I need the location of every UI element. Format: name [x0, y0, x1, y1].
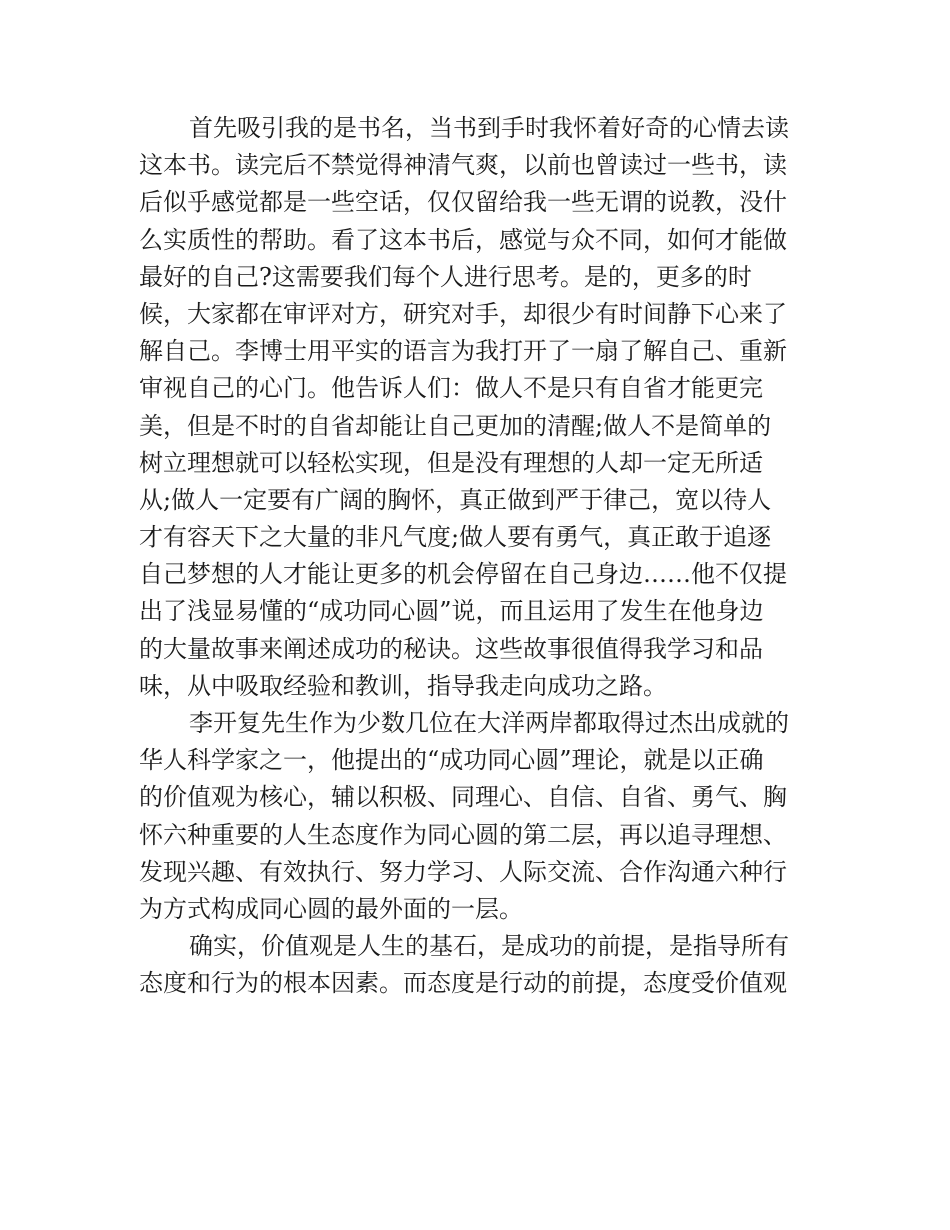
- paragraph-1-line-5: 最好的自己?这需要我们每个人进行思考。是的，更多的时: [139, 262, 752, 291]
- paragraph-1-line-2: 这本书。读完后不禁觉得神清气爽，以前也曾读过一些书，读: [139, 151, 787, 180]
- paragraph-1-line-6: 候，大家都在审评对方，研究对手，却很少有时间静下心来了: [139, 299, 787, 328]
- paragraph-1-line-8: 审视自己的心门。他告诉人们：做人不是只有自省才能更完: [139, 374, 763, 403]
- paragraph-2-line-2: 华人科学家之一，他提出的“成功同心圆”理论，就是以正确: [139, 746, 764, 775]
- paragraph-1-line-7: 解自己。李博士用平实的语言为我打开了一扇了解自己、重新: [139, 337, 787, 366]
- paragraph-2-line-4: 怀六种重要的人生态度作为同心圆的第二层，再以追寻理想、: [139, 820, 787, 849]
- paragraph-1-line-15: 的大量故事来阐述成功的秘诀。这些故事很值得我学习和品: [139, 634, 763, 663]
- body-text: [139, 110, 829, 1003]
- paragraph-1-line-9: 美，但是不时的自省却能让自己更加的清醒;做人不是简单的: [139, 411, 772, 440]
- paragraph-2-line-5: 发现兴趣、有效执行、努力学习、人际交流、合作沟通六种行: [139, 857, 787, 886]
- paragraph-1-line-4: 么实质性的帮助。看了这本书后，感觉与众不同，如何才能做: [139, 225, 787, 254]
- paragraph-1-line-14: 出了浅显易懂的“成功同心圆”说，而且运用了发生在他身边: [139, 597, 764, 626]
- paragraph-2-line-1: 李开复先生作为少数几位在大洋两岸都取得过杰出成就的: [189, 709, 789, 737]
- paragraph-1-line-1: 首先吸引我的是书名，当书到手时我怀着好奇的心情去读: [189, 114, 789, 142]
- paragraph-1-line-12: 才有容天下之大量的非凡气度;做人要有勇气，真正敢于追逐: [139, 523, 772, 552]
- paragraph-1-line-16: 味，从中吸取经验和教训，指导我走向成功之路。: [139, 671, 667, 700]
- paragraph-2-line-3: 的价值观为核心，辅以积极、同理心、自信、自省、勇气、胸: [139, 783, 787, 812]
- paragraph-1-line-13: 自己梦想的人才能让更多的机会停留在自己身边……他不仅提: [139, 560, 787, 589]
- paragraph-1-line-11: 从;做人一定要有广阔的胸怀，真正做到严于律己，宽以待人: [139, 485, 772, 514]
- paragraph-3-line-1: 确实，价值观是人生的基石，是成功的前提，是指导所有: [189, 932, 789, 961]
- paragraph-2-line-6: 为方式构成同心圆的最外面的一层。: [139, 894, 523, 923]
- paragraph-3-line-2: 态度和行为的根本因素。而态度是行动的前提，态度受价值观: [139, 969, 787, 998]
- paragraph-1-line-10: 树立理想就可以轻松实现，但是没有理想的人却一定无所适: [139, 448, 763, 477]
- paragraph-1-line-3: 后似乎感觉都是一些空话，仅仅留给我一些无谓的说教，没什: [139, 188, 787, 217]
